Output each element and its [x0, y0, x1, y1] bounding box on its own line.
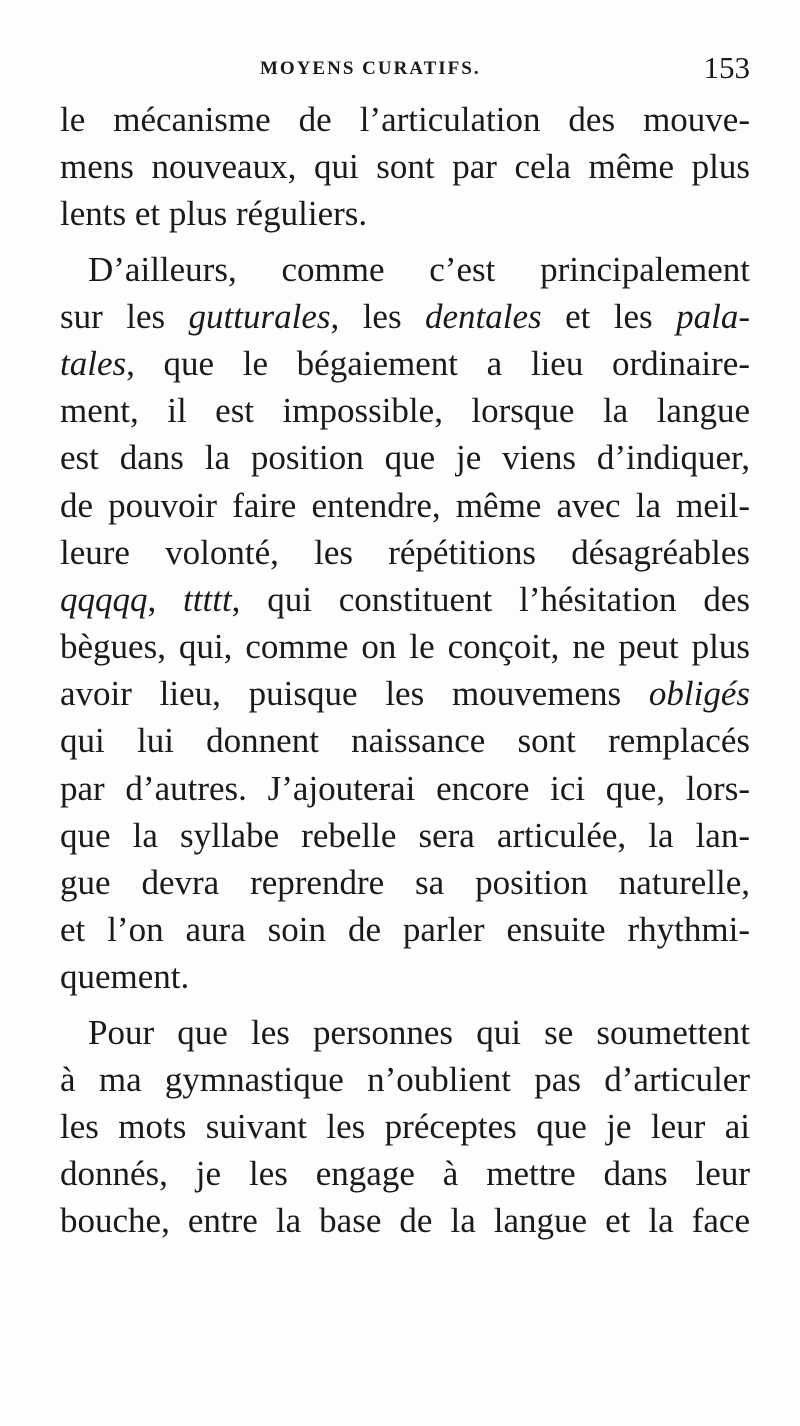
italic-term: gutturales: [188, 296, 331, 336]
text-segment: les mots suivant les préceptes que je leur ai: [60, 1106, 750, 1146]
text-segment: , que le bégaiement a lieu ordinaire-: [126, 343, 750, 383]
text-segment: sur les: [60, 296, 189, 336]
text-segment: lents et plus réguliers.: [60, 194, 368, 234]
text-segment: avoir lieu, puisque les mouvemens: [60, 674, 649, 714]
italic-term: qqqqq: [60, 579, 148, 619]
text-segment: leure volonté, les répétitions désagréables: [60, 532, 750, 572]
italic-term: obligés: [648, 674, 750, 714]
text-line: [60, 812, 750, 859]
text-segment: le mécanisme de l’articulation des mouve-: [60, 100, 750, 139]
text-segment: ,: [147, 579, 184, 619]
text-segment: bègues, qui, comme on le conçoit, ne peut plus: [60, 627, 750, 667]
text-segment: Pour que les personnes qui se soumettent: [88, 1012, 750, 1052]
text-line: [60, 1150, 750, 1197]
text-segment: à ma gymnastique n’oublient pas d’articuler: [60, 1059, 750, 1099]
text-line: [60, 765, 750, 812]
text-segment: que la syllabe rebelle sera articulée, la lan-: [60, 815, 750, 855]
text-line: [60, 293, 750, 340]
text-line: [60, 623, 750, 670]
text-line: [60, 953, 750, 1000]
text-line: [60, 96, 750, 143]
body-text: [60, 96, 750, 1245]
text-segment: bouche, entre la base de la langue et la face: [60, 1201, 750, 1241]
text-line: [60, 576, 750, 623]
text-line: [60, 1009, 750, 1056]
text-line: [60, 859, 750, 906]
text-segment: est dans la position que je viens d’indiquer,: [60, 438, 750, 478]
text-segment: et les: [541, 296, 677, 336]
page-number: 153: [703, 50, 750, 85]
text-segment: qui lui donnent naissance sont remplacés: [60, 721, 750, 761]
text-line: [60, 190, 750, 237]
text-line: [60, 1056, 750, 1103]
text-line: [60, 340, 750, 387]
running-title: MOYENS CURATIFS.: [260, 58, 481, 79]
text-line: [60, 1197, 750, 1244]
text-line: [60, 482, 750, 529]
paragraph-gap: [60, 238, 750, 246]
text-line: [60, 717, 750, 764]
text-line: [60, 143, 750, 190]
italic-term: pala-: [676, 296, 750, 336]
text-segment: , les: [330, 296, 426, 336]
italic-term: ttttt: [183, 579, 232, 619]
text-line: [60, 906, 750, 953]
text-line: [60, 246, 750, 293]
text-segment: ment, il est impossible, lorsque la langue: [60, 391, 750, 431]
text-segment: , qui constituent l’hésitation des: [231, 579, 750, 619]
text-segment: de pouvoir faire entendre, même avec la meil-: [60, 485, 750, 525]
text-segment: gue devra reprendre sa position naturelle,: [60, 863, 750, 902]
paragraph-gap: [60, 1001, 750, 1009]
italic-term: dentales: [425, 296, 542, 336]
text-segment: par d’autres. J’ajouterai encore ici que, lors-: [60, 768, 750, 808]
text-line: [60, 434, 750, 481]
running-head: [60, 50, 750, 90]
text-segment: et l’on aura soin de parler ensuite rhythmi-: [60, 910, 750, 950]
text-line: [60, 1103, 750, 1150]
text-segment: donnés, je les engage à mettre dans leur: [60, 1154, 750, 1194]
text-line: [60, 387, 750, 434]
text-segment: quement.: [60, 957, 190, 997]
text-segment: mens nouveaux, qui sont par cela même plus: [60, 147, 750, 187]
text-line: [60, 529, 750, 576]
text-line: [60, 670, 750, 717]
italic-term: tales: [60, 343, 127, 383]
text-segment: D’ailleurs, comme c’est principalement: [88, 249, 750, 289]
